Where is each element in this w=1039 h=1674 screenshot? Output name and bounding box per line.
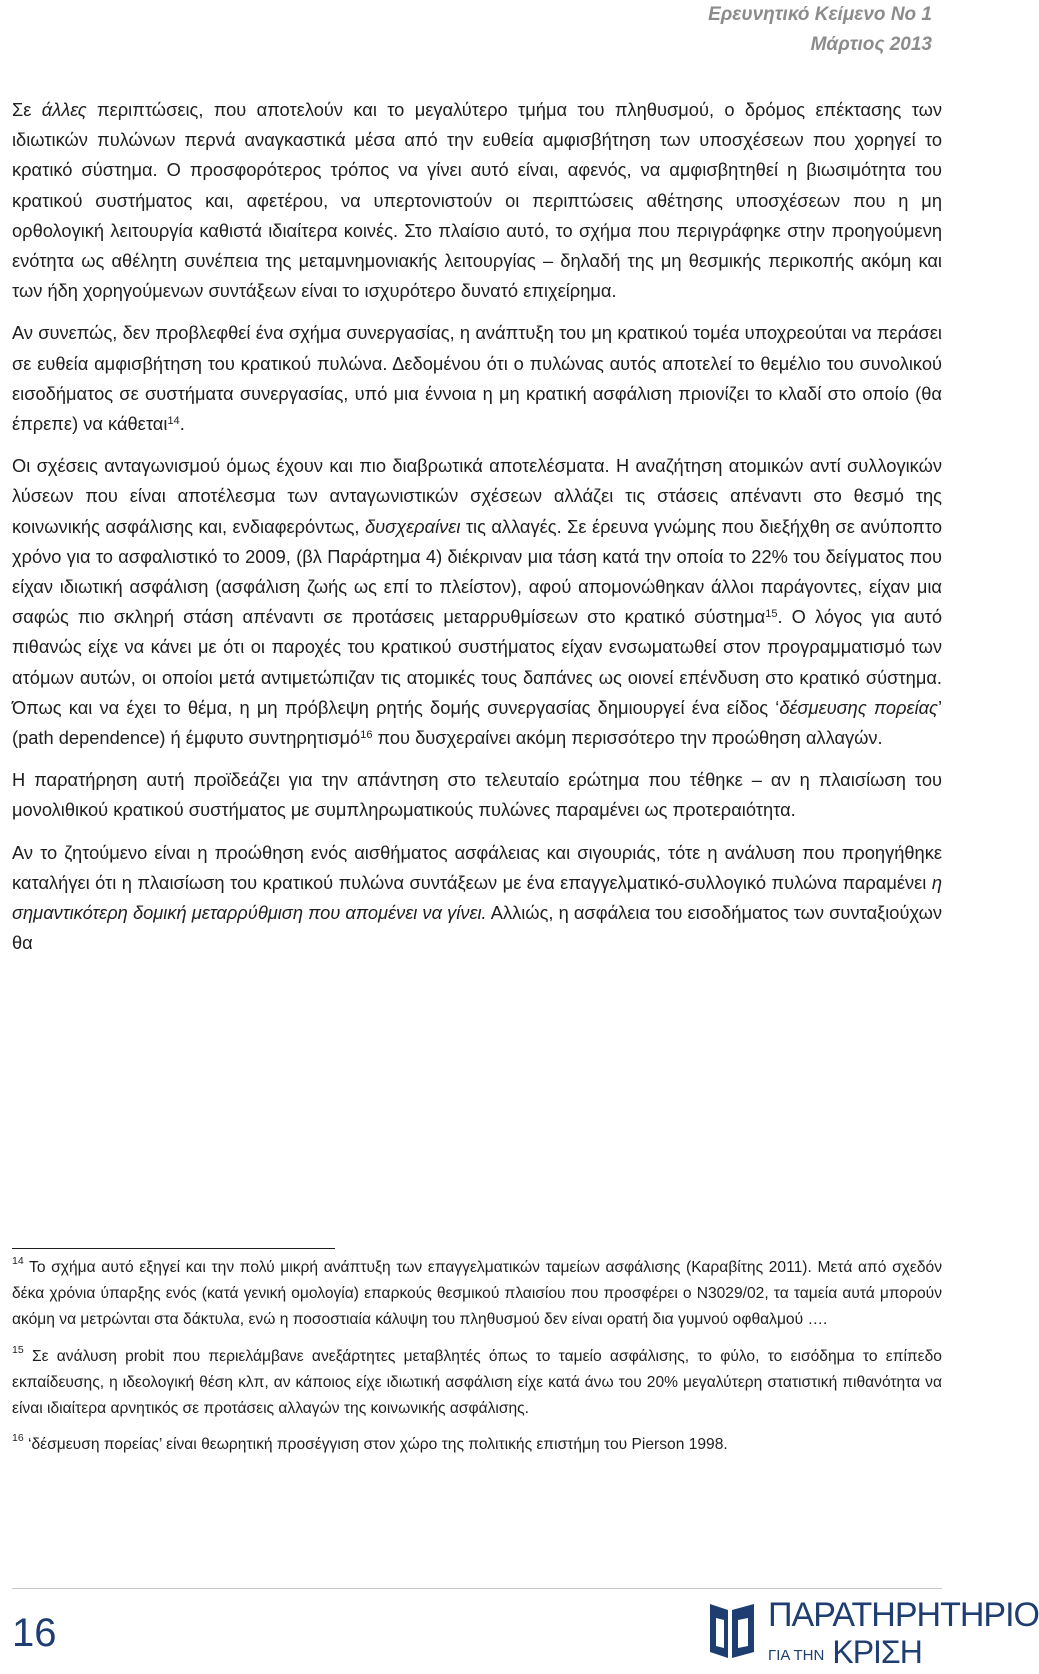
footnote-14 (12, 1255, 942, 1334)
paragraph-5 (12, 838, 942, 959)
p5-text-1: Αν το ζητούμενο είναι η προώθηση ενός αισθήματος ασφάλειας και σιγουριάς, τότε η ανάλυση που προηγήθηκε καταλήγει ότι η πλαισίωση του κρατικού πυλώνα συντάξεων με ένα επαγγελματικό-συλλογικό πυλώνα παραμένει (12, 841, 942, 893)
p1-text-2: περιπτώσεις, που αποτελούν και το μεγαλύτερο τμήμα του πληθυσμού, ο δρόμος επέκτασης των ιδιωτικών πυλώνων περνά αναγκαστικά μέσα από την ευθεία αμφισβήτηση των υποσχέσεων που χορηγεί το κρατικό σύστημα. Ο προσφορότερος τρόπος να γίνει αυτό είναι, αφενός, να αμφισβητηθεί η βιωσιμότητα του κρατικού συστήματος και, αφετέρου, να υπερτονιστούν οι περιπτώσεις αθέτησης υποσχέσεων που η μη ορθολογική λειτουργία καθιστά ιδιαίτερα κοινές. Στο πλαίσιο αυτό, το σχήμα που περιγράφηκε στην προηγούμενη ενότητα ως αθέλητη συνέπεια της μεταμνημονιακής λειτουργίας – δηλαδή της μη θεσμικής περικοπής ακόμη και των ήδη χορηγούμενων συντάξεων είναι το ισχυρότερο δυνατό επιχείρημα. (12, 99, 942, 302)
footer-divider (12, 1588, 942, 1589)
p3-italic-2: δέσμευσης πορείας (779, 696, 938, 718)
logo-text-krisi: ΚΡΙΣΗ (832, 1634, 922, 1670)
paragraph-2 (12, 318, 942, 439)
p3-text-1: Οι σχέσεις ανταγωνισμού όμως έχουν και πιο διαβρωτικά αποτελέσματα. Η αναζήτηση ατομικών αντί συλλογικών λύσεων που είναι αποτέλεσμα των ανταγωνιστικών σχέσεων αλλάζει τις στάσεις απέναντι στο θεσμό της κοινωνικής ασφάλισης και, ενδιαφερόντως, (12, 455, 942, 537)
p5-text-2: Αλλιώς, η ασφάλεια του εισοδήματος των συνταξιούχων θα (12, 902, 942, 954)
p3-text-3: . Ο λόγος για αυτό πιθανώς είχε να κάνει με ότι οι παροχές του κρατικού συστήματος είχαν ενσωματωθεί στον προγραμματισμό των ατόμων αυτών, οι οποίοι μετά αντιμετώπιζαν τις ατομικές τους δαπάνες ως οιονεί επένδυση στο κρατικό σύστημα. Όπως και να έχει το θέμα, η μη πρόβλεψη ρητής δομής συνεργασίας δημιουργεί ένα είδος ‘ (12, 606, 942, 718)
paragraph-1 (12, 95, 942, 306)
footnotes-section (12, 1248, 942, 1468)
header-date: Μάρτιος 2013 (810, 34, 932, 55)
p3-text-5: που δυσχεραίνει ακόμη περισσότερο την προώθηση αλλαγών. (372, 727, 883, 749)
p1-italic: άλλες (41, 99, 87, 120)
footnote-ref-15[interactable]: 15 (765, 608, 778, 621)
logo-mark-icon (706, 1600, 758, 1662)
p3-text-2: τις αλλαγές. Σε έρευνα γνώμης που διεξήχθη σε ανύποπτο χρόνο για το ασφαλιστικό το 2009, (βλ Παράρτημα 4) διέκριναν μια τάση κατά την οποία το 22% του δείγματος που είχαν ιδιωτική ασφάλιση (ασφάλιση ζωής ως επί το πλείστον), αφού απομονώθηκαν άλλοι παράγοντες, είχαν μια σαφώς πιο σκληρή στάση απέναντι σε προτάσεις μεταρρυθμίσεων στο κρατικό σύστημα (12, 515, 942, 628)
footnote-text: ‘δέσμευση πορείας’ είναι θεωρητική προσέγγιση στον χώρο της πολιτικής επιστήμη του Pierson 1998. (23, 1436, 728, 1454)
footnote-16 (12, 1432, 942, 1458)
p1-text-1: Σε (12, 99, 42, 120)
paragraph-3 (12, 451, 942, 753)
footnote-number: 14 (12, 1255, 24, 1267)
p2-text-1: Αν συνεπώς, δεν προβλεφθεί ένα σχήμα συνεργασίας, η ανάπτυξη του μη κρατικού τομέα υποχρεούται να περάσει σε ευθεία αμφισβήτηση του κρατικού πυλώνα. Δεδομένου ότι ο πυλώνας αυτός αποτελεί το θεμέλιο του συνολικού εισοδήματος σε συστήματα συνεργασίας, υπό μια έννοια η μη κρατική ασφάλιση πριονίζει το κλαδί στο οποίο (θα έπρεπε) να κάθεται (12, 322, 942, 435)
logo-text-for-the: ΓΙΑ ΤΗΝ (768, 1647, 825, 1664)
observatory-logo (706, 1594, 1039, 1674)
main-text (12, 95, 942, 970)
p2-text-2: . (179, 413, 185, 435)
logo-text-observatory: ΠΑΡΑΤΗΡΗΤΗΡΙΟ (768, 1596, 1039, 1634)
footnote-ref-16[interactable]: 16 (360, 729, 373, 742)
footnote-ref-14[interactable]: 14 (167, 415, 180, 428)
page-number: 16 (12, 1611, 57, 1655)
footnote-number: 16 (12, 1432, 24, 1445)
footnote-separator (12, 1248, 335, 1249)
p3-text-4: ’ (path dependence) ή έμφυτο συντηρητισμό (12, 696, 943, 749)
p5-italic: η σημαντικότερη δομική μεταρρύθμιση που απομένει να γίνει. (12, 871, 942, 924)
footnote-text: Σε ανάλυση probit που περιελάμβανε ανεξάρτητες μεταβλητές όπως το ταμείο ασφάλισης, το φύλο, το εισόδημα το επίπεδο εκπαίδευσης, η ιδεολογική θέση κλπ, αν κάποιος είχε ιδιωτική ασφάλιση είχε κατά άνω του 20% μεγαλύτερη στατιστική πιθανότητα να είναι ιδιαίτερα αρνητικός σε προτάσεις αλλαγών της κοινωνικής ασφάλισης. (12, 1347, 942, 1418)
footnote-text: Το σχήμα αυτό εξηγεί και την πολύ μικρή ανάπτυξη των επαγγελματικών ταμείων ασφάλισης (Καραβίτης 2011). Μετά από σχεδόν δέκα χρόνια ύπαρξης ενός (κατά γενική ομολογία) επαρκούς θεσμικού πλαισίου που προσφέρει ο Ν3029/02, τα ταμεία αυτά μπορούν ακόμη να μετρώνται στα δάκτυλα, ενώ η ποσοστιαία κάλυψη του πληθυσμού δεν είναι ορατή δια γυμνού οφθαλμού …. (12, 1259, 942, 1329)
running-header (708, 0, 932, 60)
footnote-15 (12, 1344, 942, 1423)
footnote-number: 15 (12, 1343, 24, 1356)
header-document-title: Ερευνητικό Κείμενο Νο 1 (708, 4, 932, 25)
logo-text-crisis (768, 1634, 922, 1674)
p3-italic-1: δυσχεραίνει (364, 515, 461, 537)
paragraph-4: Η παρατήρηση αυτή προϊδεάζει για την απάντηση στο τελευταίο ερώτημα που τέθηκε – αν η πλαισίωση του μονολιθικού κρατικού συστήματος με συμπληρωματικούς πυλώνες παραμένει ως προτεραιότητα. (12, 769, 942, 821)
